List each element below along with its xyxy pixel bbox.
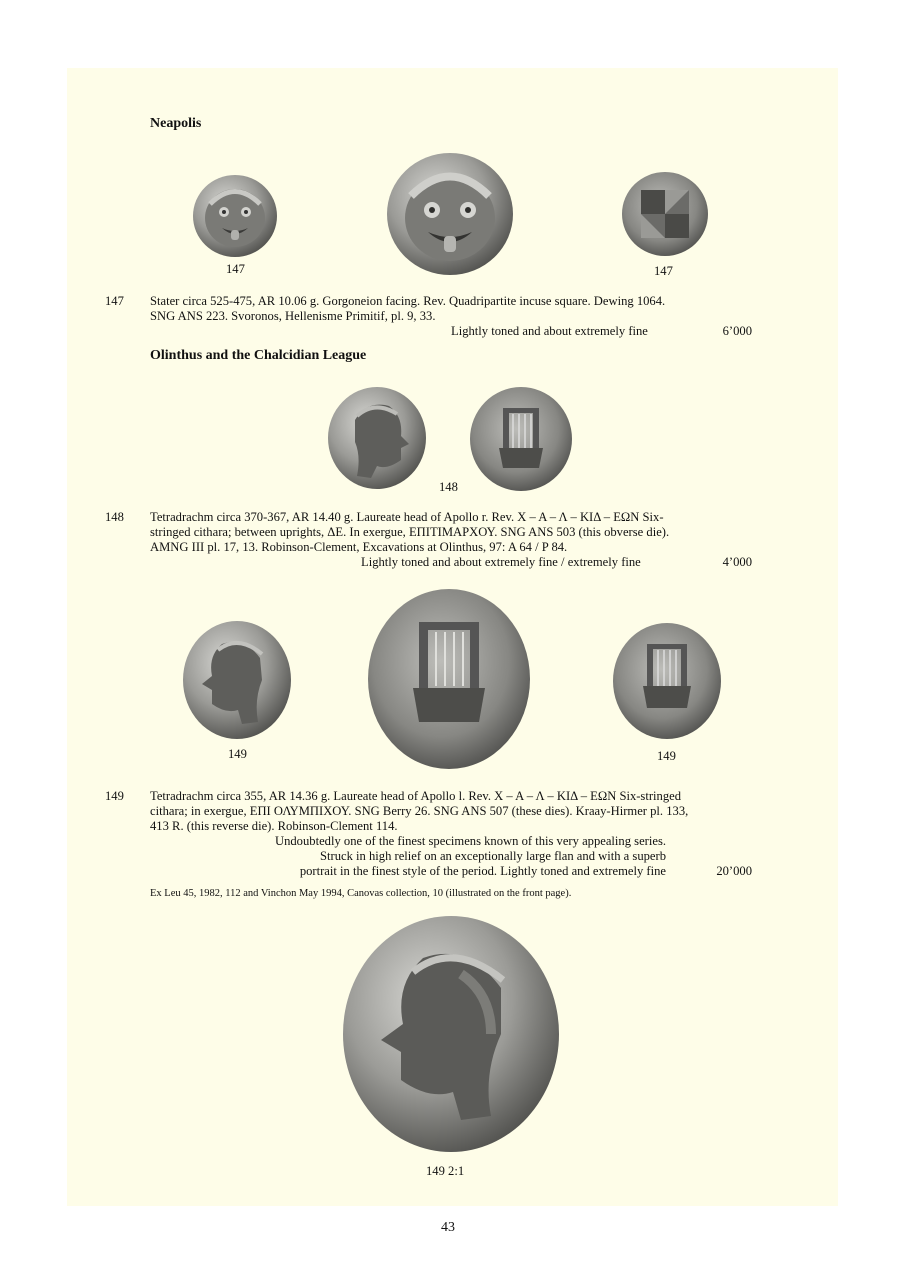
lot-note-149: Struck in high relief on an exceptionally large flan and with a superb xyxy=(320,849,666,863)
description-line: cithara; in exergue, ΕΠΙ ΟΛΥΜΠΙΧΟΥ. SNG Berry 26. SNG ANS 507 (these dies). Kraay-Hirmer pl. 133, xyxy=(150,804,689,818)
section-title-olinthus: Olinthus and the Chalcidian League xyxy=(150,348,367,363)
photo-label-148: 148 xyxy=(439,480,458,494)
apollo-head-coin-icon xyxy=(182,620,292,740)
gorgoneion-coin-enlarged-icon xyxy=(386,152,514,276)
apollo-head-coin-enlarged-icon xyxy=(341,914,561,1154)
photo-label-149b: 149 xyxy=(657,749,676,763)
page-number: 43 xyxy=(441,1220,455,1235)
lot-grade-147: Lightly toned and about extremely fine xyxy=(451,324,648,338)
description-line: stringed cithara; between uprights, ΔΕ. In exergue, ΕΠΙΤΙΜΑΡΧΟΥ. SNG ANS 503 (this obverse die). xyxy=(150,525,670,539)
photo-label-149a: 149 xyxy=(228,747,247,761)
photo-label-147b: 147 xyxy=(654,264,673,278)
lot-description-148 xyxy=(150,510,752,555)
description-line: SNG ANS 223. Svoronos, Hellenisme Primitif, pl. 9, 33. xyxy=(150,309,436,323)
lot-number-148: 148 xyxy=(105,510,124,524)
lot-note-149: Undoubtedly one of the finest specimens known of this very appealing series. xyxy=(274,834,666,848)
description-line: Tetradrachm circa 355, AR 14.36 g. Laureate head of Apollo l. Rev. Χ – Α – Λ – ΚΙΔ – ΕΩΝ Six-stringed xyxy=(150,789,682,803)
description-line: 413 R. (this reverse die). Robinson-Clement 114. xyxy=(150,819,398,833)
lot-estimate-147: 6’000 xyxy=(722,324,752,338)
section-title-neapolis: Neapolis xyxy=(150,116,202,131)
lot-description-149 xyxy=(150,789,752,834)
cithara-coin-icon xyxy=(469,386,573,492)
lot-grade-149: portrait in the finest style of the period. Lightly toned and extremely fine xyxy=(299,864,666,878)
lot-grade-148: Lightly toned and about extremely fine / extremely fine xyxy=(361,555,641,569)
lot-estimate-149: 20’000 xyxy=(716,864,752,878)
lot-provenance-149: Ex Leu 45, 1982, 112 and Vinchon May 1994, Canovas collection, 10 (illustrated on the front page). xyxy=(150,888,572,899)
cithara-coin-icon xyxy=(612,622,722,740)
lot-number-149: 149 xyxy=(105,789,124,803)
lot-estimate-148: 4’000 xyxy=(722,555,752,569)
apollo-head-coin-icon xyxy=(327,386,427,490)
enlargement-label-149: 149 2:1 xyxy=(426,1164,465,1178)
description-line: Stater circa 525-475, AR 10.06 g. Gorgoneion facing. Rev. Quadripartite incuse square. Dewing 1064. xyxy=(150,294,666,308)
lot-number-147: 147 xyxy=(105,294,124,308)
description-line: Tetradrachm circa 370-367, AR 14.40 g. Laureate head of Apollo r. Rev. Χ – Α – Λ – ΚΙΔ – ΕΩΝ Six- xyxy=(150,510,664,524)
incuse-square-coin-icon xyxy=(621,171,709,257)
photo-label-147a: 147 xyxy=(226,262,245,276)
lot-description-147 xyxy=(150,294,752,324)
cithara-coin-enlarged-icon xyxy=(367,588,531,770)
description-line: AMNG III pl. 17, 13. Robinson-Clement, Excavations at Olinthus, 97: A 64 / P 84. xyxy=(150,540,568,554)
gorgoneion-coin-icon xyxy=(192,174,278,258)
